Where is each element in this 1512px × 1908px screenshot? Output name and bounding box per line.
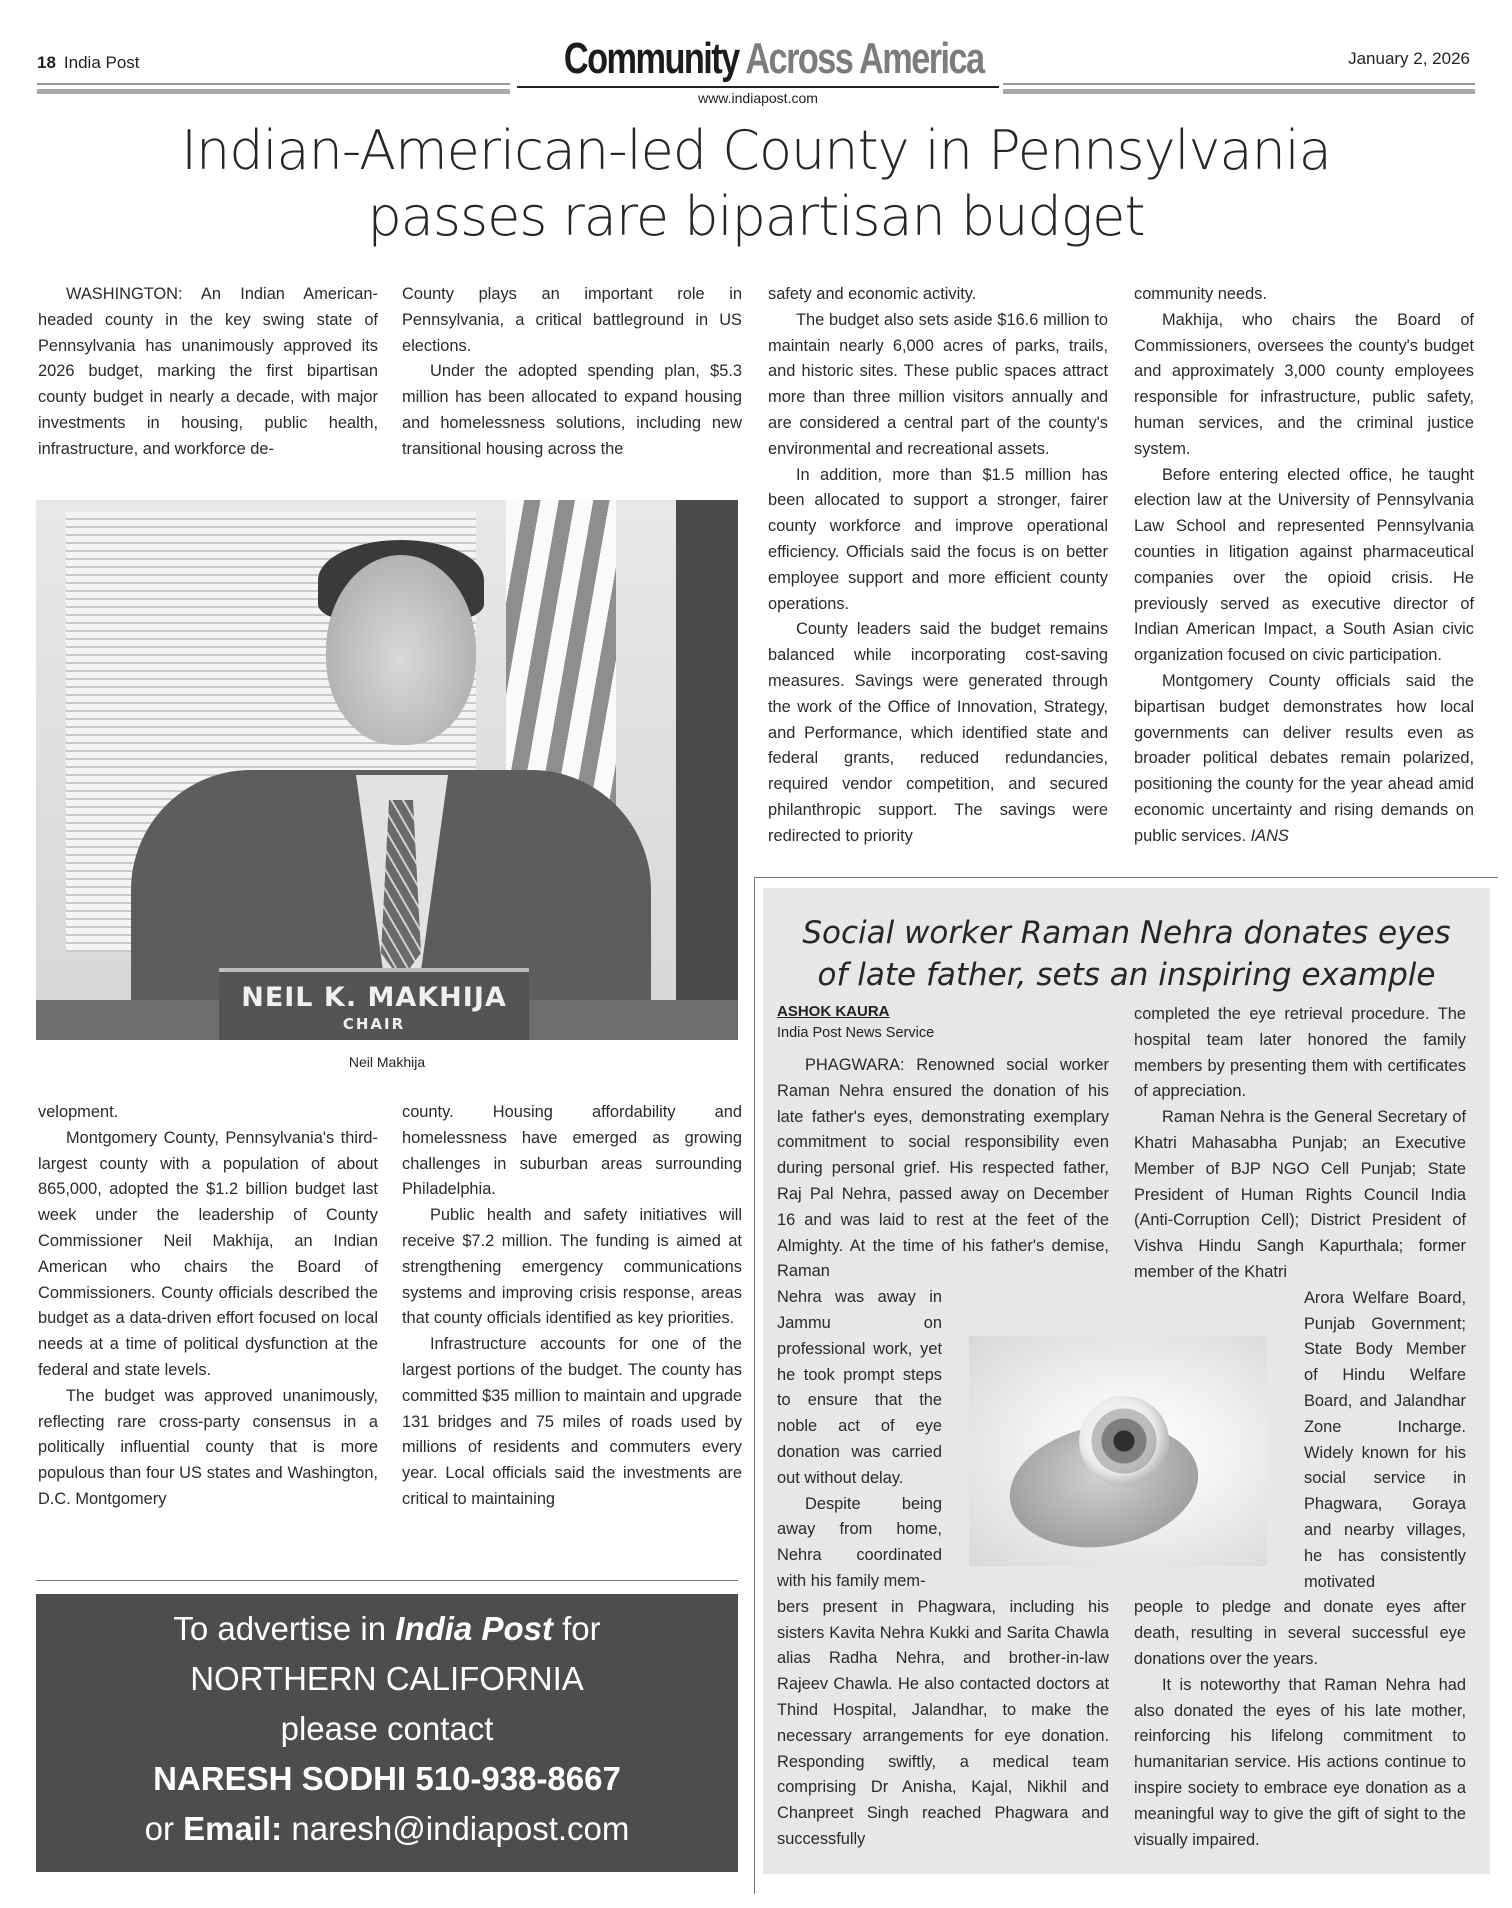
paragraph: PHAGWARA: Renowned social worker Raman Nehra ensured the donation of his late father's eyes, demonstrating exemplary commitment to social responsibility even during personal grief. His respected father, Raj Pal Nehra, passed away on December 16 and was laid to rest at the feet of the Almighty. At the time of his father's demise, Raman — [777, 1056, 1109, 1281]
advertisement-box — [36, 1594, 738, 1872]
paragraph: The budget also sets aside $16.6 million to maintain nearly 6,000 acres of parks, trails, and historic sites. These public spaces attract more than three million visitors annually and are considered a central part of the county's environmental and recreational assets. — [768, 310, 1108, 458]
section-title — [563, 34, 984, 84]
ad-contact: NARESH SODHI 510-938-8667 — [153, 1760, 621, 1797]
face — [326, 555, 476, 745]
article-column-1-top — [38, 282, 378, 463]
page-number: 18 — [37, 53, 56, 72]
paragraph: County leaders said the budget remains balanced while incorporating cost-saving measures. Savings were generated through the work of the Office of Innovation, Strategy, and Performance, which identified state and federal grants, reduced redundancies, required vendor competition, and secured philanthropic support. The savings were redirected to priority — [768, 620, 1108, 845]
paragraph: people to pledge and donate eyes after death, resulting in several successful eye donations over the years. — [1134, 1598, 1466, 1668]
divider — [37, 83, 510, 85]
nameplate-name: NEIL K. MAKHIJA — [241, 982, 507, 1013]
paragraph: county. Housing affordability and homelessness have emerged as growing challenges in suburban areas surrounding Philadelphia. — [402, 1103, 742, 1199]
ad-text: To advertise in — [173, 1610, 387, 1647]
ad-text: for — [562, 1610, 601, 1647]
paragraph: safety and economic activity. — [768, 285, 977, 303]
paragraph: Under the adopted spending plan, $5.3 million has been allocated to expand housing and homelessness solutions, including new transitional housing across the — [402, 362, 742, 458]
ad-text: or — [144, 1810, 174, 1847]
paragraph: Infrastructure accounts for one of the largest portions of the budget. The county has committed $35 million to maintain and upgrade 131 bridges and 75 miles of roads used by millions of residents and commuters every year. Local officials said the investments are critical to maintaining — [402, 1335, 742, 1508]
section-title-word1: Community — [563, 34, 739, 83]
sidebar-headline-line-2: of late father, sets an inspiring example — [817, 957, 1436, 993]
state-flag — [676, 500, 738, 1040]
divider — [754, 877, 1498, 878]
paragraph: Before entering elected office, he taught election law at the University of Pennsylvania Law School and represented Pennsylvania counties in litigation against pharmaceutical companies over the opioid crisis. He previously served as executive director of Indian American Impact, a South Asian civic organization focused on civic participation. — [1134, 465, 1474, 665]
text-wrap-right — [1304, 1286, 1466, 1596]
paragraph: community needs. — [1134, 285, 1268, 303]
paragraph: The budget was approved unanimously, reflecting rare cross-party consensus in a politically influential county that is more populous than four US states and Washington, D.C. Montgomery — [38, 1386, 378, 1508]
ad-email-link[interactable]: naresh@indiapost.com — [291, 1810, 630, 1847]
divider — [517, 86, 999, 88]
issue-date: January 2, 2026 — [1348, 49, 1470, 68]
ad-line-1 — [36, 1604, 738, 1654]
ad-brand: India Post — [395, 1610, 553, 1647]
paragraph: County plays an important role in Pennsylvania, a critical battleground in US elections. — [402, 285, 742, 355]
news-service: India Post News Service — [777, 1025, 935, 1041]
divider — [37, 89, 510, 94]
divider — [1003, 83, 1475, 85]
sidebar-headline-line-1: Social worker Raman Nehra donates eyes — [802, 915, 1451, 951]
eyeball-icon — [1079, 1396, 1169, 1486]
article-column-4 — [1134, 282, 1474, 850]
article-credit: IANS — [1250, 826, 1289, 845]
paragraph: bers present in Phagwara, including his sisters Kavita Nehra Kukki and Sarita Chawla alias Radha Nehra, and brother-in-law Rajeev Chawla. He also contacted doctors at Thind Hospital, Jalandhar, to make the necessary arrangements for eye donation. Responding swiftly, a medical team comprising Dr Anisha, Kajal, Nikhil and Chanpreet Singh reached Phagwara and successfully — [777, 1597, 1109, 1848]
paragraph: Makhija, who chairs the Board of Commissioners, oversees the county's budget and approximately 3,000 county employees responsible for infrastructure, public safety, human services, and the criminal justice system. — [1134, 310, 1474, 458]
ad-line-5 — [36, 1804, 738, 1854]
article-column-2-top — [402, 282, 742, 463]
portrait-photo — [36, 500, 738, 1040]
text-wrap-left — [777, 1285, 942, 1595]
masthead — [0, 0, 1512, 110]
ad-line-3: please contact — [280, 1710, 494, 1747]
paragraph: Montgomery County, Pennsylvania's third-largest county with a population of about 865,000, adopted the $1.2 billion budget last week under the leadership of County Commissioner Neil Makhija, an Indian American who chairs the Board of Commissioners. County officials described the budget as a data-driven effort focused on local needs at a time of political dysfunction at the federal and state levels. — [38, 1128, 378, 1379]
ad-email-label: Email: — [183, 1810, 283, 1847]
paragraph: WASHINGTON: An Indian American-headed county in the key swing state of Pennsylvania has unanimously approved its 2026 budget, marking the first bipartisan county budget in nearly a decade, with major investments in housing, public health, infrastructure, and workforce de- — [38, 285, 378, 458]
paragraph: Raman Nehra is the General Secretary of Khatri Mahasabha Punjab; an Executive Member of BJP NGO Cell Punjab; State President of Human Rights Council India (Anti-Corruption Cell); District President of Vishva Hindu Sangh Kapurthala; former member of the Khatri — [1134, 1108, 1466, 1281]
paragraph: It is noteworthy that Raman Nehra had also donated the eyes of his late mother, reinforcing his lifelong commitment to humanitarian service. His actions continue to inspire society to embrace eye donation as a meaningful way to give the gift of sight to the visually impaired. — [1134, 1675, 1466, 1849]
page-number-label — [37, 53, 140, 73]
headline-line-1: Indian-American-led County in Pennsylvania — [181, 119, 1331, 182]
author-byline: ASHOK KAURA — [777, 1003, 890, 1020]
site-url-link[interactable]: www.indiapost.com — [698, 90, 818, 106]
sidebar-headline — [763, 912, 1490, 996]
paragraph — [1134, 669, 1474, 850]
eye-donation-photo — [969, 1336, 1267, 1566]
section-title-word2: Across America — [745, 34, 984, 83]
publication-name: India Post — [63, 53, 140, 72]
article-column-3 — [768, 282, 1108, 850]
paragraph: Despite being away from home, Nehra coordinated with his family mem- — [777, 1494, 942, 1590]
nameplate-title: CHAIR — [342, 1015, 406, 1033]
article-column-1-bottom — [38, 1100, 378, 1513]
paragraph: velopment. — [38, 1103, 119, 1121]
article-column-2-bottom — [402, 1100, 742, 1513]
divider — [754, 877, 755, 1894]
paragraph: Nehra was away in Jammu on professional work, yet he took prompt steps to ensure that the noble act of eye donation was carried out without delay. — [777, 1288, 942, 1487]
paragraph: completed the eye retrieval procedure. The hospital team later honored the family members by presenting them with certificates of appreciation. — [1134, 1005, 1466, 1101]
article-headline — [40, 118, 1472, 250]
divider — [36, 1580, 738, 1581]
headline-line-2: passes rare bipartisan budget — [367, 185, 1145, 248]
paragraph: Public health and safety initiatives will receive $7.2 million. The funding is aimed at strengthening emergency communications systems and improving crisis response, areas that county officials identified as key priorities. — [402, 1206, 742, 1328]
paragraph: In addition, more than $1.5 million has been allocated to support a stronger, fairer county workforce and improve operational efficiency. Officials said the focus is on better employee support and more efficient county operations. — [768, 465, 1108, 613]
paragraph-text: Montgomery County officials said the bipartisan budget demonstrates how local governments can deliver results even as broader political debates remain polarized, positioning the county for the year ahead amid economic uncertainty and rising demands on public services. — [1134, 671, 1474, 845]
paragraph: Arora Welfare Board, Punjab Government; State Body Member of Hindu Welfare Board, and Jalandhar Zone Incharge. Widely known for his social service in Phagwara, Goraya and nearby villages, he has consistently motivated — [1304, 1288, 1466, 1591]
divider — [1003, 89, 1475, 94]
photo-caption: Neil Makhija — [348, 1054, 426, 1070]
nameplate — [219, 968, 529, 1040]
ad-line-2: NORTHERN CALIFORNIA — [190, 1660, 584, 1697]
